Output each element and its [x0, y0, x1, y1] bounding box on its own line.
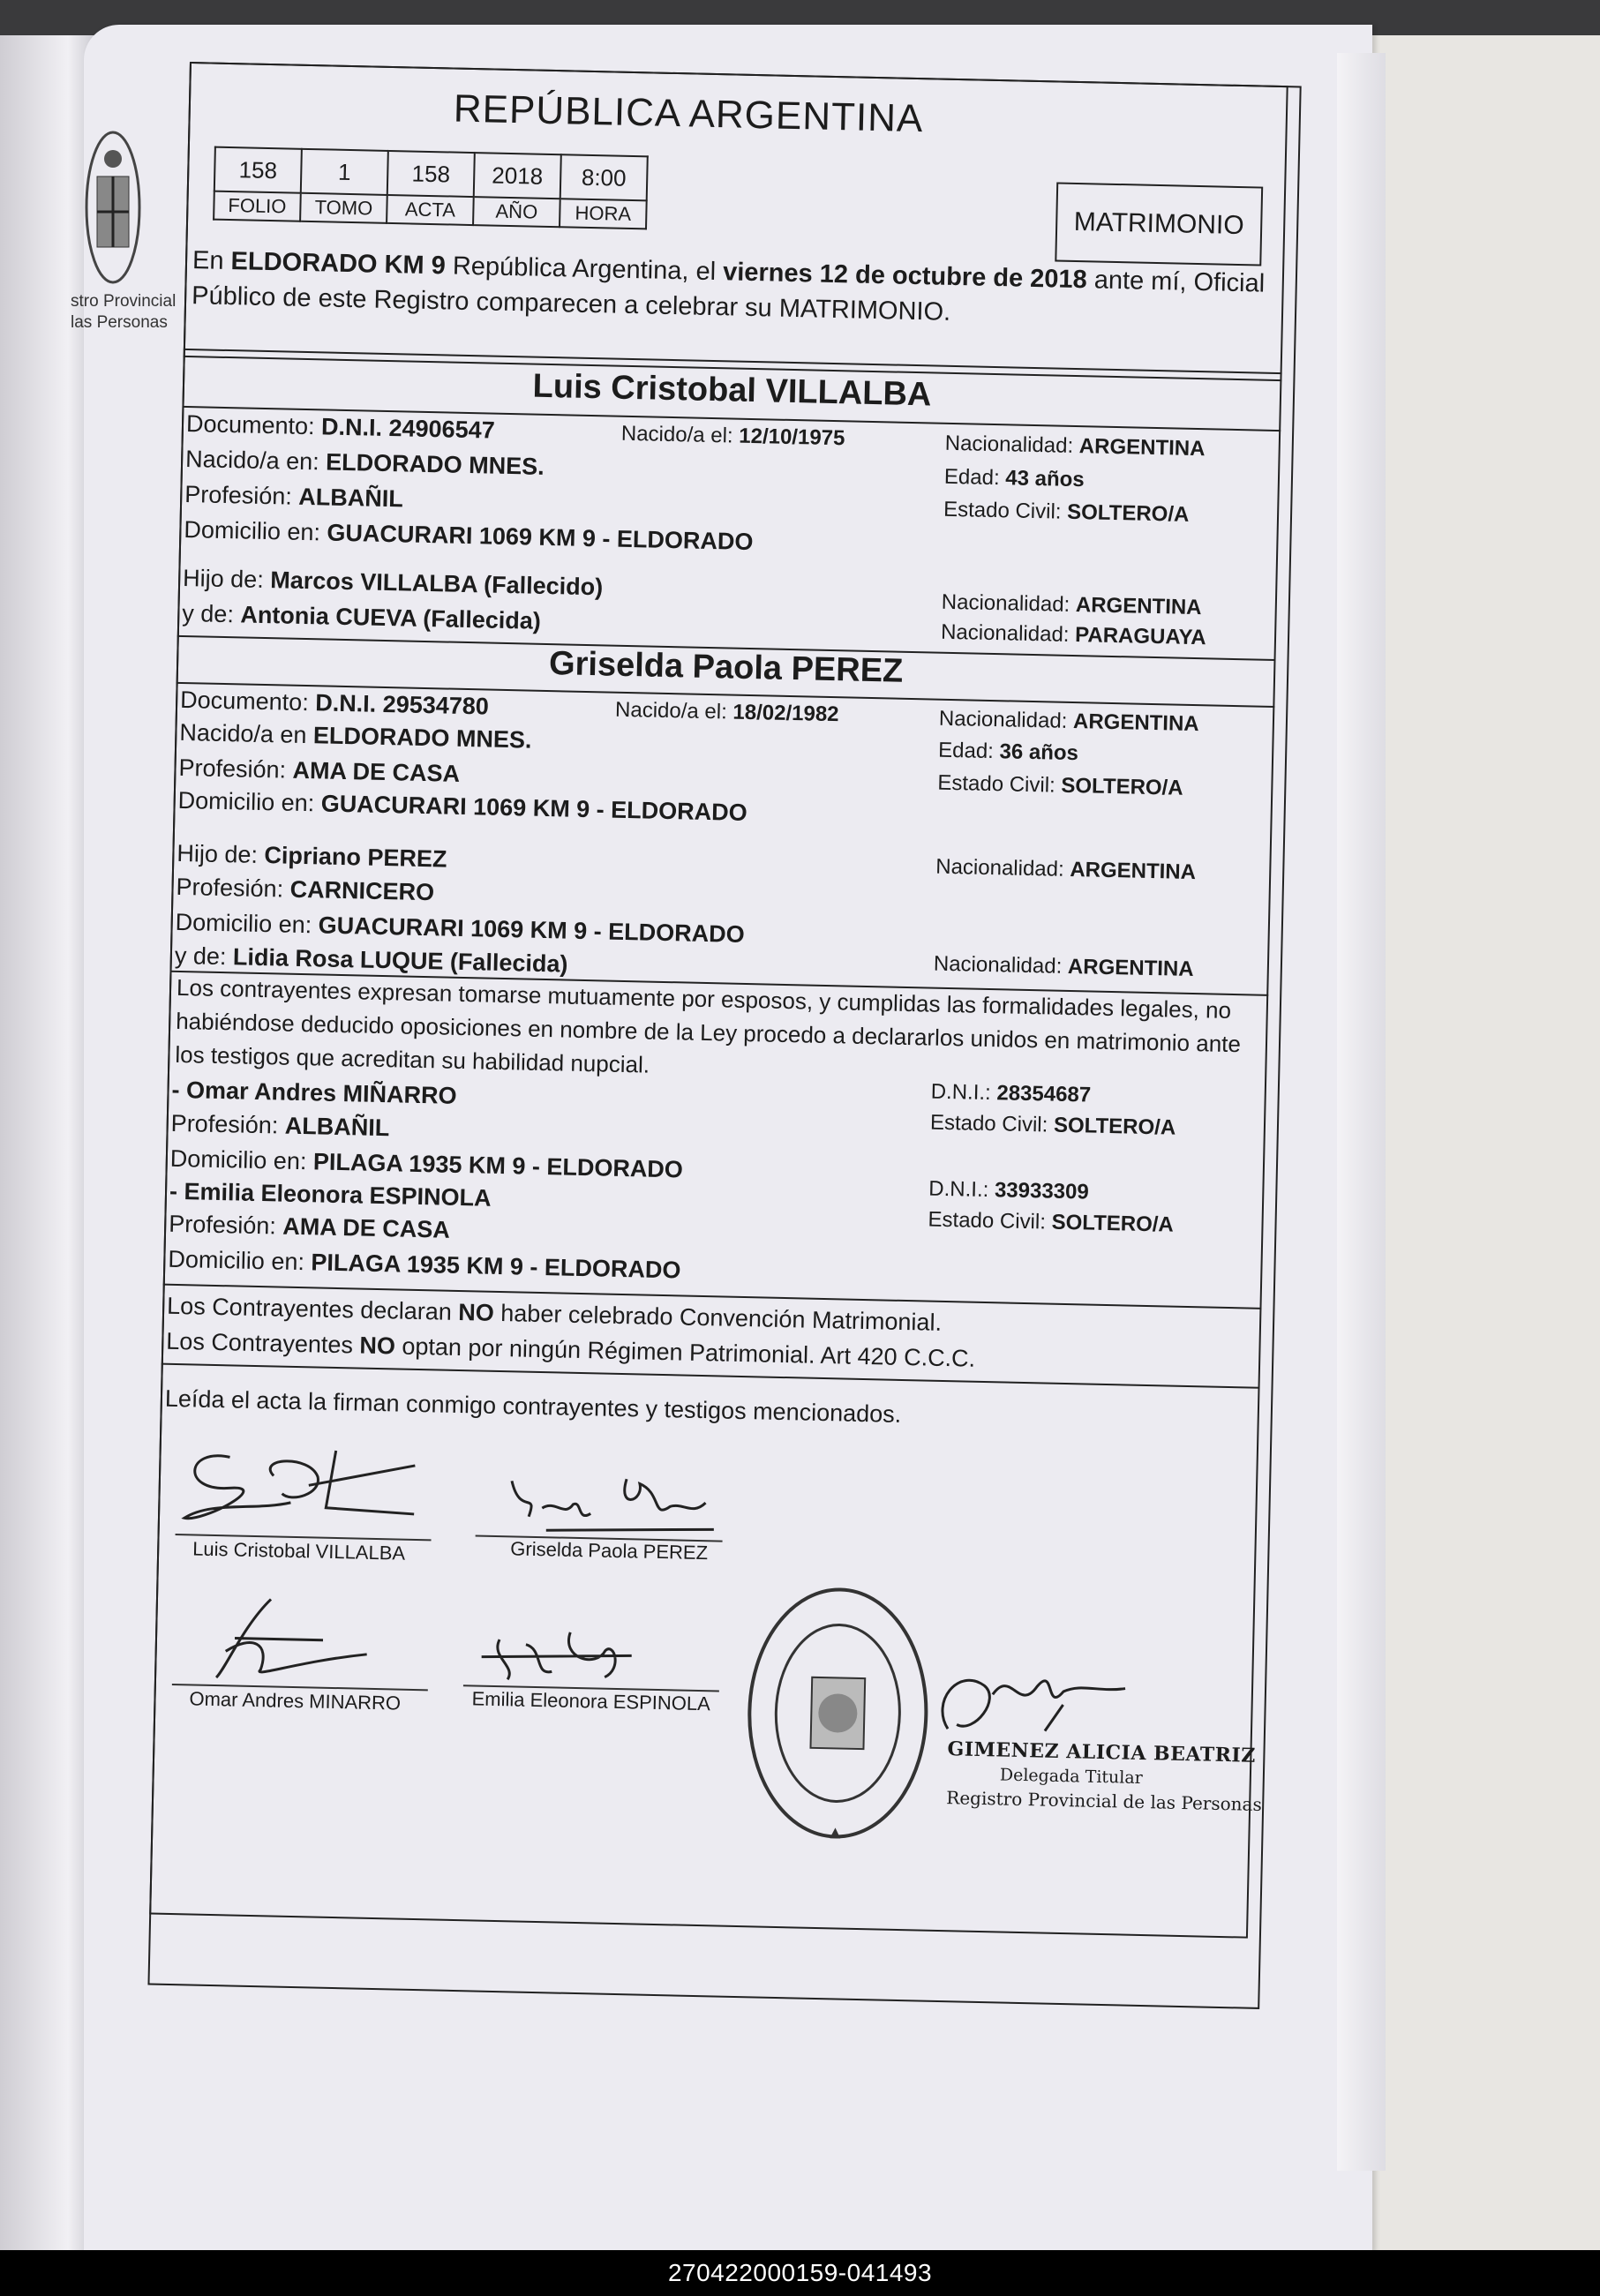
crest-caption-line1: stro Provincial — [71, 292, 177, 311]
bride-domicile-label: Domicilio en: — [177, 786, 322, 817]
bride-father-profession — [176, 874, 434, 906]
official-role: Delegada Titular — [999, 1765, 1144, 1789]
bride-birthdate-value: 18/02/1982 — [732, 700, 839, 727]
groom-birthdate-label: Nacido/a el: — [620, 421, 740, 448]
witness1-profession — [170, 1110, 389, 1142]
bride-civil-label: Estado Civil: — [937, 770, 1062, 798]
groom-signature-icon — [176, 1438, 424, 1541]
bride-nationality-value: ARGENTINA — [1072, 709, 1199, 737]
witness1-domicile-value: PILAGA 1935 KM 9 - ELDORADO — [312, 1148, 684, 1183]
groom-father-nationality-value: ARGENTINA — [1075, 593, 1202, 620]
groom-birthdate — [621, 422, 845, 452]
bride-birthdate-label: Nacido/a el: — [614, 697, 733, 724]
groom-nationality-value: ARGENTINA — [1078, 434, 1206, 461]
bride-domicile-value: GUACURARI 1069 KM 9 - ELDORADO — [320, 790, 748, 826]
left-page-edge — [0, 35, 97, 2250]
groom-domicile-value: GUACURARI 1069 KM 9 - ELDORADO — [327, 519, 754, 556]
background-desk — [1359, 0, 1600, 2250]
groom-mother-nationality-value: PARAGUAYA — [1074, 623, 1206, 650]
bride-document-value: D.N.I. 29534780 — [314, 689, 490, 720]
witness2-dni — [928, 1177, 1089, 1205]
bride-name: Griselda Paola PEREZ — [548, 645, 904, 690]
groom-signature-label: Luis Cristobal VILLALBA — [192, 1537, 406, 1564]
witness2-dni-value: 33933309 — [994, 1178, 1090, 1204]
bride-age — [938, 739, 1078, 766]
regime-no: NO — [359, 1332, 396, 1360]
witness1-signature-icon — [190, 1588, 386, 1690]
witness2-name-value: - Emilia Eleonora ESPINOLA — [169, 1177, 492, 1212]
intro-part3: ante mí, Oficial Público de este Registro comparecen a celebrar su MATRIMONIO. — [191, 266, 1266, 326]
bride-profession-value: AMA DE CASA — [292, 756, 461, 787]
regime-part2: optan por ningún Régimen Patrimonial. Art 420 C.C.C. — [394, 1332, 976, 1372]
hora-label: HORA — [560, 199, 647, 229]
intro-part2: República Argentina, el — [445, 251, 724, 287]
witness1-domicile-label: Domicilio en: — [169, 1144, 314, 1175]
page-stack-edge — [1337, 53, 1386, 2171]
acta-value: 158 — [387, 151, 475, 197]
bride-father — [177, 840, 447, 874]
groom-age — [944, 465, 1085, 492]
hora-value: 8:00 — [560, 154, 648, 200]
bride-father-label: Hijo de: — [177, 839, 265, 869]
bride-signature-label: Griselda Paola PEREZ — [510, 1537, 709, 1564]
footer-bar — [0, 2250, 1600, 2296]
groom-age-label: Edad: — [943, 464, 1006, 491]
bride-father-domicile-label: Domicilio en: — [175, 908, 319, 939]
official-signature-icon — [921, 1649, 1135, 1751]
official-seal-icon — [738, 1579, 937, 1848]
groom-mother-value: Antonia CUEVA (Fallecida) — [240, 601, 542, 634]
witness1-civil-value: SOLTERO/A — [1053, 1113, 1176, 1140]
bride-birthplace-label: Nacido/a en — [179, 718, 314, 749]
marriage-certificate — [147, 62, 1301, 2009]
bride-mother-nationality-value: ARGENTINA — [1067, 954, 1194, 982]
witness1-profession-value: ALBAÑIL — [284, 1112, 390, 1142]
intro-part1: En — [192, 246, 231, 276]
anio-label: AÑO — [473, 197, 560, 227]
declaration-text: Los contrayentes expresan tomarse mutuamente por esposos, y cumplidas las formalidades legales, no habiéndose deducido oposiciones en nombre de la Ley procedo a declararlos unidos en matrimonio ante los testigos que acreditan su habilidad nupcial. — [175, 973, 1242, 1078]
groom-birthdate-value: 12/10/1975 — [739, 424, 845, 451]
witness2-civil-label: Estado Civil: — [928, 1207, 1052, 1234]
witness1-dni-label: D.N.I.: — [930, 1079, 997, 1106]
groom-profession — [184, 481, 403, 513]
witness2-dni-label: D.N.I.: — [928, 1176, 995, 1203]
witness2-profession-label: Profesión: — [168, 1210, 283, 1240]
bride-document-label: Documento: — [179, 686, 316, 717]
intro-date: viernes 12 de octubre de 2018 — [722, 258, 1088, 295]
bride-signature-icon — [492, 1463, 724, 1548]
bride-father-profession-label: Profesión: — [176, 873, 290, 903]
convention-part2: haber celebrado Convención Matrimonial. — [493, 1299, 943, 1336]
groom-civil-label: Estado Civil: — [943, 497, 1068, 524]
bride-nationality-label: Nacionalidad: — [938, 706, 1074, 734]
groom-profession-label: Profesión: — [184, 480, 299, 510]
bride-birthplace-value: ELDORADO MNES. — [312, 722, 532, 754]
witness2-civil-value: SOLTERO/A — [1051, 1210, 1175, 1237]
groom-father-nationality-label: Nacionalidad: — [941, 589, 1077, 618]
groom-civil-value: SOLTERO/A — [1066, 499, 1190, 527]
groom-nationality-label: Nacionalidad: — [944, 431, 1080, 459]
bride-father-value: Cipriano PEREZ — [264, 842, 447, 873]
witness1-civil-label: Estado Civil: — [929, 1110, 1055, 1137]
tomo-label: TOMO — [300, 193, 387, 223]
crest-caption — [71, 291, 176, 334]
intro-place: ELDORADO KM 9 — [230, 247, 447, 281]
groom-document-label: Documento: — [185, 410, 322, 440]
groom-father-label: Hijo de: — [182, 564, 271, 594]
convention-part1: Los Contrayentes declaran — [166, 1292, 459, 1325]
footer-code: 270422000159-041493 — [667, 2259, 933, 2286]
groom-document-value: D.N.I. 24906547 — [320, 413, 496, 444]
witness2-domicile-label: Domicilio en: — [168, 1245, 312, 1276]
groom-age-value: 43 años — [1005, 466, 1085, 492]
page-title: REPÚBLICA ARGENTINA — [453, 86, 924, 141]
convention-no: NO — [458, 1298, 495, 1326]
certificate-type-box: MATRIMONIO — [1055, 182, 1263, 266]
groom-mother-label: y de: — [182, 599, 241, 628]
witness2-domicile-value: PILAGA 1935 KM 9 - ELDORADO — [311, 1249, 681, 1284]
bride-profession-label: Profesión: — [178, 754, 293, 784]
closing-text: Leída el acta la firman conmigo contrayentes y testigos mencionados. — [164, 1384, 902, 1428]
regime-part1: Los Contrayentes — [166, 1327, 360, 1359]
acta-label: ACTA — [387, 195, 474, 225]
folio-label: FOLIO — [214, 191, 301, 221]
groom-name: Luis Cristobal VILLALBA — [532, 367, 932, 414]
witness1-signature-label: Omar Andres MINARRO — [189, 1687, 402, 1714]
groom-mother-nationality-label: Nacionalidad: — [940, 619, 1076, 648]
bride-age-label: Edad: — [937, 738, 1000, 764]
bride-mother-value: Lidia Rosa LUQUE (Fallecida) — [232, 943, 568, 978]
witness1-profession-label: Profesión: — [170, 1109, 286, 1139]
witness1-dni-value: 28354687 — [996, 1081, 1092, 1107]
bride-father-profession-value: CARNICERO — [289, 875, 435, 906]
crest-caption-line2: las Personas — [71, 313, 168, 332]
tomo-value: 1 — [301, 149, 388, 195]
bride-civil-value: SOLTERO/A — [1061, 773, 1183, 800]
official-name: GIMENEZ ALICIA BEATRIZ — [947, 1737, 1257, 1767]
groom-domicile-label: Domicilio en: — [184, 515, 327, 546]
registry-table — [213, 146, 649, 230]
witness1-dni — [930, 1080, 1091, 1108]
groom-profession-value: ALBAÑIL — [298, 483, 404, 513]
groom-father-value: Marcos VILLALBA (Fallecido) — [269, 566, 604, 601]
bride-father-nationality-label: Nacionalidad: — [935, 854, 1070, 882]
bride-birthdate — [615, 698, 839, 728]
witness2-signature-label: Emilia Eleonora ESPINOLA — [471, 1687, 711, 1715]
bride-father-nationality-value: ARGENTINA — [1070, 857, 1197, 885]
official-block — [946, 1737, 1263, 1815]
witness2-profession-value: AMA DE CASA — [282, 1212, 451, 1243]
bride-mother-label: y de: — [174, 942, 234, 971]
anio-value: 2018 — [474, 153, 561, 199]
witness1-name-value: - Omar Andres MIÑARRO — [171, 1076, 457, 1109]
folio-value: 158 — [214, 147, 302, 193]
groom-birthplace-label: Nacido/a en: — [184, 446, 327, 476]
bride-mother-nationality-label: Nacionalidad: — [933, 951, 1069, 979]
groom-birthplace-value: ELDORADO MNES. — [325, 448, 545, 480]
province-crest-icon — [78, 124, 148, 291]
bride-age-value: 36 años — [999, 739, 1079, 766]
official-org: Registro Provincial de las Personas — [946, 1787, 1262, 1815]
bride-father-domicile-value: GUACURARI 1069 KM 9 - ELDORADO — [318, 912, 746, 948]
